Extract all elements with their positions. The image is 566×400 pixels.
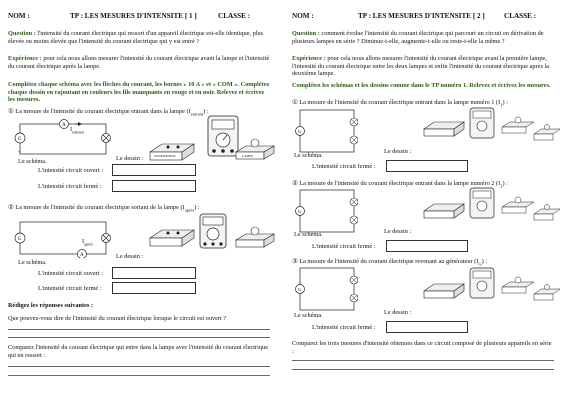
generator-drawing-1 — [148, 140, 196, 162]
answer-line[interactable] — [292, 360, 554, 361]
lamp-drawing-4a — [500, 196, 536, 216]
nom-label: NOM : — [8, 12, 30, 20]
answer-line[interactable] — [8, 337, 270, 338]
generator-drawing-4 — [422, 200, 466, 220]
closed-current-label-3: L'intensité circuit fermé : — [312, 163, 376, 170]
lamp-drawing-5a — [500, 276, 536, 296]
closed-current-label-5: L'intensité circuit fermé : — [312, 324, 376, 331]
svg-text:G: G — [18, 137, 22, 142]
schema-label-3: Le schéma. — [294, 152, 323, 159]
multimeter-drawing-5 — [468, 266, 496, 300]
schema-label-1: Le schéma. — [18, 158, 47, 165]
page-title: TP : LES MESURES D'INTENSITE [ 2 ] — [358, 12, 485, 20]
dessin-label-2: Le dessin : — [116, 253, 144, 260]
open-current-label-2: L'intensité circuit ouvert : — [38, 270, 103, 277]
experience-label: Expérience : — [8, 55, 42, 62]
lamp-drawing-2 — [234, 226, 276, 250]
lamp-drawing-5b — [532, 284, 562, 302]
dessin-label-3: Le dessin : — [384, 148, 412, 155]
circuit-schema-5 — [294, 264, 358, 316]
svg-text:G: G — [298, 209, 302, 214]
dessin-label-1: Le dessin : — [116, 155, 144, 162]
experience-label: Expérience : — [292, 55, 326, 62]
instructions: Complétez les schémas et les dessins comme dans le TP numéro 1. Relevez et écrivez les mesures. — [292, 82, 551, 89]
question-label: Question : — [8, 30, 36, 37]
measure-2-title: ② La mesure de l'intensité du courant électrique sortant de la lampe $(I_{après})$ : — [8, 204, 200, 213]
svg-text:+: + — [18, 149, 21, 154]
experience — [8, 55, 270, 70]
nom-label: NOM : — [292, 12, 314, 20]
circuit-schema-3 — [294, 106, 358, 156]
experience-text: pour cela nous allons mesurer l'intensité du courant électrique avant la première lampe, l'intensité du courant électrique entre les deux lampes et enfin l'intensité du courant électrique après la deuxième lampe. — [292, 55, 550, 78]
open-current-label-1: L'intensité circuit ouvert : — [38, 167, 103, 174]
question-text: l'intensité du courant électrique qui ressort d'un appareil électrique est-elle identique, plus élevée ou moins élevée que l'intensité du courant électrique qui y est entré ? — [8, 30, 264, 45]
closed-current-label-4: L'intensité circuit fermé : — [312, 243, 376, 250]
lamp-drawing-4b — [532, 204, 562, 222]
measure-1-title: ① La mesure de l'intensité du courant électrique entrant dans la lampe $(I_{entrant})$ : — [8, 108, 209, 117]
answer-line[interactable] — [8, 366, 270, 367]
question-1: Que pouvez-vous dire de l'intensité du courant électrique lorsque le circuit est ouvert ? — [8, 315, 227, 322]
multimeter-drawing-2 — [198, 212, 228, 250]
schema-label-2: Le schéma. — [18, 259, 47, 266]
circuit-schema-1 — [12, 116, 112, 158]
question-label: Question : — [292, 30, 320, 37]
answer-line[interactable] — [292, 369, 554, 370]
circuit-schema-2 — [12, 214, 112, 258]
lamp-drawing-1 — [234, 138, 276, 162]
question — [292, 30, 554, 45]
svg-text:G: G — [18, 237, 22, 242]
dessin-label-4: Le dessin : — [384, 228, 412, 235]
closed-current-label-2: L'intensité circuit fermé : — [38, 285, 102, 292]
svg-text:G: G — [298, 287, 302, 292]
generator-drawing-2 — [148, 226, 196, 248]
question-2: Comparez l'intensité du courant électrique qui entre dans la lampe avec l'intensité du courant électrique qui en ressort : — [8, 344, 268, 359]
closed-current-label-1: L'intensité circuit fermé : — [38, 183, 102, 190]
question-text: comment évolue l'intensité du courant électrique qui parcourt un circuit en dérivation de plusieurs lampes en série ? Diminue-t-elle, augmente-t-elle ou reste-t-elle la même ? — [292, 30, 544, 45]
experience-text: pour cela nous allons mesurer l'intensité du courant électrique avant la lampe et l'intensité du courant électrique après la lampe. — [8, 55, 270, 70]
schema-label-5: Le schéma. — [294, 312, 323, 319]
closed-current-field-4[interactable] — [386, 240, 468, 252]
lamp-drawing-3b — [532, 124, 562, 142]
open-current-field-2[interactable] — [112, 267, 196, 279]
measure-1-title: ① La mesure de l'intensité du courant électrique entrant dans la lampe numéro 1 $(I_1)$ : — [292, 99, 508, 108]
question — [8, 30, 270, 45]
classe-label: CLASSE : — [504, 12, 537, 20]
closed-current-field-1[interactable] — [112, 180, 196, 192]
lamp-drawing-3a — [500, 116, 536, 136]
answer-line[interactable] — [8, 375, 270, 376]
svg-text:A: A — [80, 253, 84, 258]
generator-drawing-5 — [422, 280, 466, 300]
classe-label: CLASSE : — [218, 12, 251, 20]
svg-text:−: − — [18, 124, 21, 129]
circuit-schema-4 — [294, 186, 358, 236]
answer-line[interactable] — [8, 329, 270, 330]
instructions: Complétez chaque schéma avec les flèches du courant, les bornes « 10 A » et « COM ». Complétez chaque dessin en rajoutant en couleurs les fils manquants en rouge et en noir. Relevez et écrivez les mesures. — [8, 81, 270, 104]
redigez-heading: Rédigez les réponses suivantes : — [8, 302, 94, 309]
dessin-label-5: Le dessin : — [384, 309, 412, 316]
closed-current-field-3[interactable] — [386, 160, 468, 172]
i-apres-label: $I_{après}$ — [82, 238, 93, 247]
lamp-label-1: LAMPE — [242, 154, 254, 158]
experience — [292, 55, 554, 78]
worksheet-tp1 — [8, 0, 278, 400]
measure-2-title: ② La mesure de l'intensité du courant électrique entrant dans la lampe numéro 2 $(I_2)$ : — [292, 180, 508, 189]
generator-label-1: GENERATEUR — [154, 154, 176, 158]
i-entrant-label: $I_{entrant}$ — [70, 126, 84, 135]
schema-label-4: Le schéma. — [294, 231, 323, 238]
multimeter-drawing-3 — [468, 106, 496, 140]
open-current-field-1[interactable] — [112, 164, 196, 176]
page-title: TP : LES MESURES D'INTENSITE [ 1 ] — [70, 12, 197, 20]
svg-text:G: G — [298, 129, 302, 134]
worksheet-tp2 — [292, 0, 562, 400]
measure-3-title: ③ La mesure de l'intensité du courant électrique revenant au générateur $(I_G)$ : — [292, 258, 488, 267]
svg-text:A: A — [62, 123, 66, 128]
closed-current-field-5[interactable] — [386, 321, 468, 333]
compare-question: Comparez les trois mesures d'intensité obtenues dans ce circuit composé de plusieurs appareils en série : — [292, 340, 552, 355]
multimeter-drawing-4 — [468, 186, 496, 220]
closed-current-field-2[interactable] — [112, 282, 196, 294]
generator-drawing-3 — [422, 118, 466, 138]
